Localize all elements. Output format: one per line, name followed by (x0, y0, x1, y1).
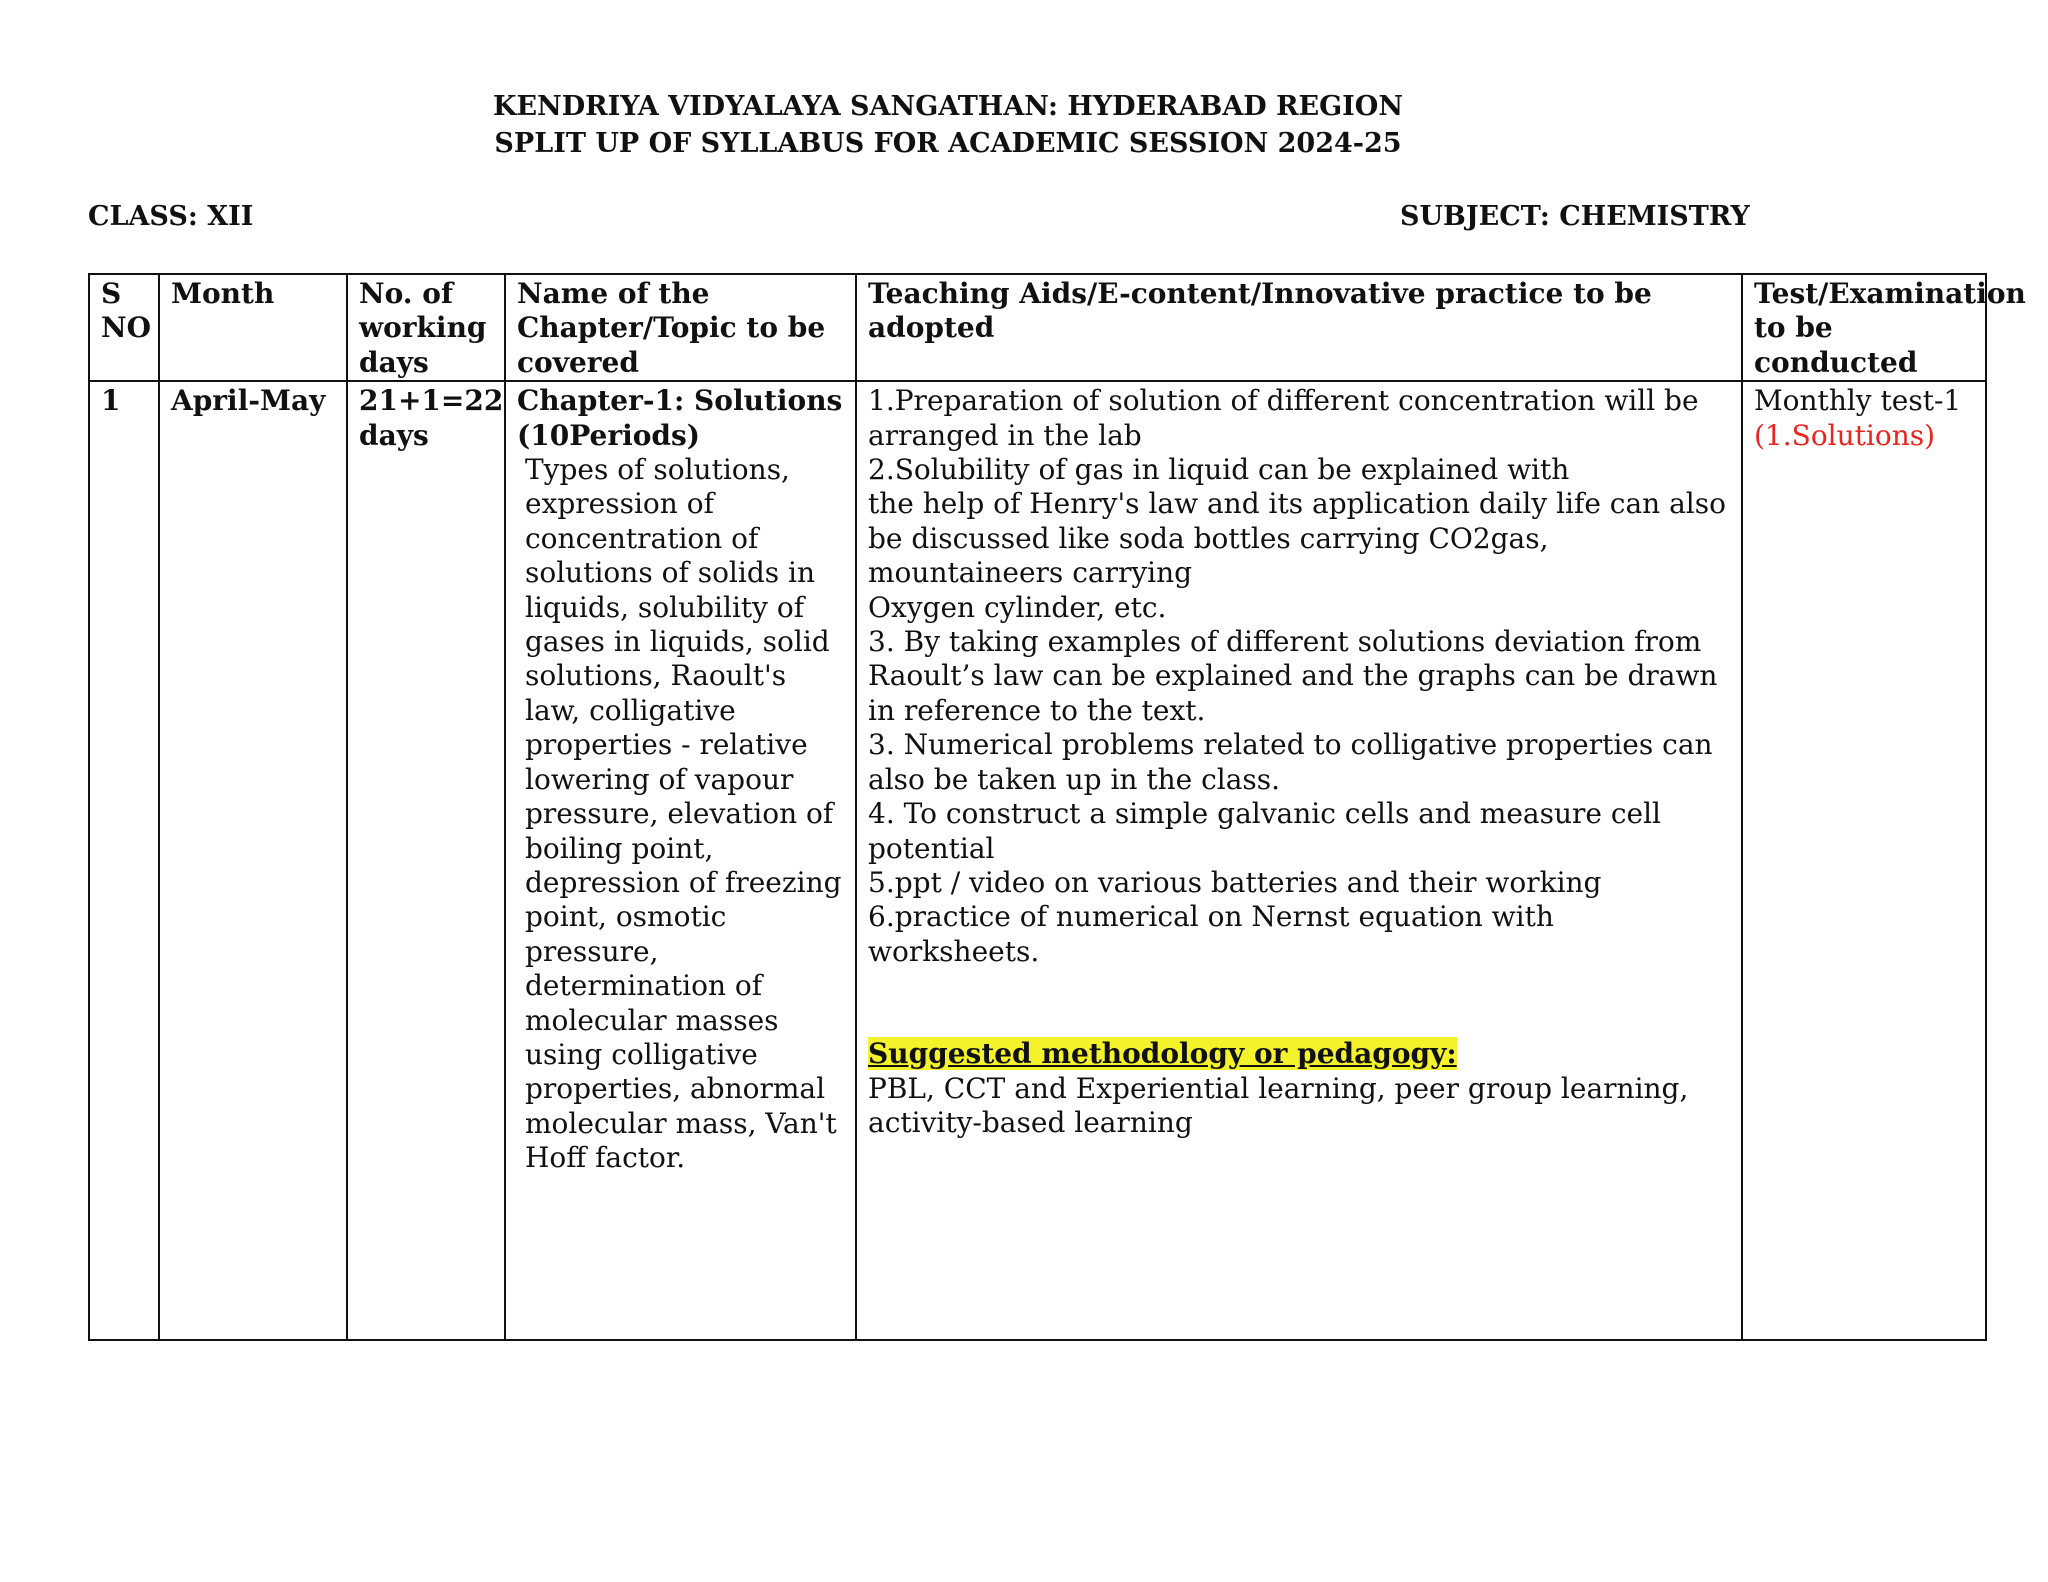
cell-sno: 1 (89, 381, 159, 1340)
header-chapter: Name of the Chapter/Topic to be covered (505, 274, 856, 381)
chapter-topics: Types of solutions, expression of concentration of solutions of solids in liquids, solubility of gases in liquids, solid solutions, Raoult's law, colligative properties - relative lowering of vapour pressure, elevation of boiling point, depression of freezing point, osmotic pressure, determination of molecular masses using colligative properties, abnormal molecular mass, Van't Hoff factor. (525, 453, 842, 1175)
aids-item: 4. To construct a simple galvanic cells and measure cell potential (868, 797, 1662, 865)
aids-item: 1.Preparation of solution of different concentration will be arranged in the lab (868, 384, 1699, 452)
header-test: Test/Examination to be conducted (1742, 274, 1986, 381)
pedagogy-text: PBL, CCT and Experiential learning, peer group learning, activity-based learning (868, 1071, 1689, 1139)
aids-item: 6.practice of numerical on Nernst equation with worksheets. (868, 900, 1554, 968)
class-label: CLASS: XII (88, 201, 254, 232)
table-row (89, 381, 1986, 1340)
table-header-row (89, 274, 1986, 381)
cell-month: April-May (159, 381, 347, 1340)
title-line-2: SPLIT UP OF SYLLABUS FOR ACADEMIC SESSION 2024-25 (494, 128, 1402, 159)
header-teaching-aids: Teaching Aids/E-content/Innovative practice to be adopted (856, 274, 1742, 381)
aids-item: 2.Solubility of gas in liquid can be explained with (868, 453, 1570, 487)
header-working-days: No. of working days (347, 274, 505, 381)
test-topic: (1.Solutions) (1754, 418, 1936, 452)
chapter-title: Chapter-1: Solutions (10Periods) (517, 384, 843, 452)
header-month: Month (159, 274, 347, 381)
aids-item: 5.ppt / video on various batteries and their working (868, 865, 1602, 899)
syllabus-table (88, 273, 2026, 1341)
document-title-block (0, 88, 1896, 162)
aids-item: Oxygen cylinder, etc. (868, 590, 1167, 624)
test-name: Monthly test-1 (1754, 384, 1962, 418)
title-line-1: KENDRIYA VIDYALAYA SANGATHAN: HYDERABAD REGION (492, 91, 1404, 122)
cell-teaching-aids (856, 381, 1742, 1340)
aids-item: 3. Numerical problems related to colligative properties can also be taken up in the class. (868, 728, 1713, 796)
cell-test (1742, 381, 1986, 1340)
subject-label: SUBJECT: CHEMISTRY (1400, 201, 1750, 232)
cell-chapter (505, 381, 856, 1340)
spacer (868, 969, 1731, 1037)
pedagogy-heading: Suggested methodology or pedagogy: (868, 1037, 1457, 1071)
cell-working-days: 21+1=22 days (347, 381, 505, 1340)
header-sno: S NO (89, 274, 159, 381)
aids-item: the help of Henry's law and its application daily life can also be discussed like soda bottles carrying CO2gas, mountaineers carrying (868, 487, 1726, 590)
aids-item: 3. By taking examples of different solutions deviation from Raoult’s law can be explained and the graphs can be drawn in reference to the text. (868, 625, 1718, 727)
